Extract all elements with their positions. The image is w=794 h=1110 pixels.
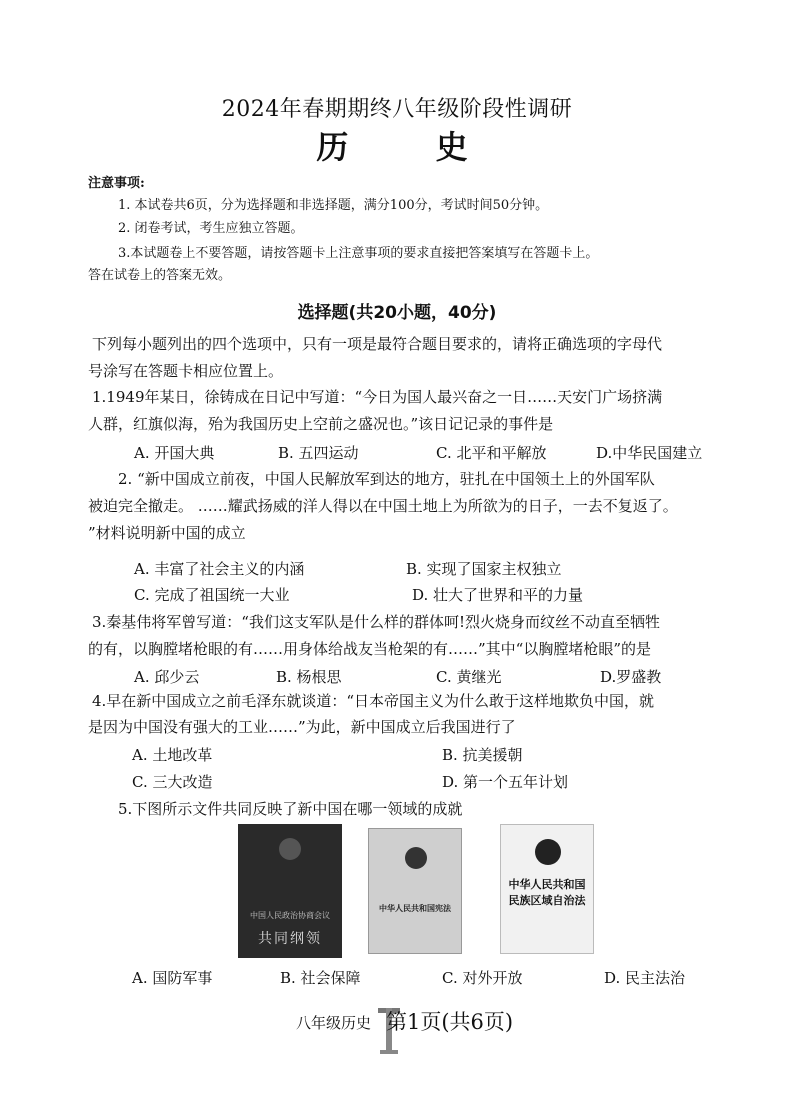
national-emblem-icon (405, 847, 427, 869)
document-image-constitution (368, 828, 462, 954)
document-image-autonomy-law (500, 824, 594, 954)
question-2-option-d: D. 壮大了世界和平的力量 (412, 586, 584, 604)
question-4-option-b: B. 抗美援朝 (442, 746, 523, 764)
question-3-option-a: A. 邱少云 (134, 668, 200, 686)
section-instructions: 下列每小题列出的四个选项中，只有一项是最符合题目要求的，请将正确选项的字母代 (92, 335, 663, 353)
section-instructions: 号涂写在答题卡相应位置上。 (88, 362, 284, 380)
document-title: 中国人民政治协商会议 (250, 911, 330, 920)
notice-item: 3.本试题卷上不要答题，请按答题卡上注意事项的要求直接把答案填写在答题卡上。 (118, 246, 599, 261)
document-title: 中华人民共和国民族区域自治法 (508, 878, 586, 907)
notice-item: 2. 闭卷考试，考生应独立答题。 (118, 221, 304, 236)
question-4-option-a: A. 土地改革 (132, 746, 213, 764)
document-image-common-program (238, 824, 342, 958)
question-4-text: 是因为中国没有强大的工业……”为此，新中国成立后我国进行了 (88, 718, 516, 736)
question-5-option-b: B. 社会保障 (280, 969, 361, 987)
question-4-text: 4.早在新中国成立之前毛泽东就谈道：“日本帝国主义为什么敢于这样地欺负中国，就 (92, 692, 654, 710)
national-emblem-icon (535, 839, 561, 865)
question-3-text: 3.秦基伟将军曾写道：“我们这支军队是什么样的群体呵!烈火烧身而纹丝不动直至牺牲 (92, 613, 661, 631)
question-3-option-b: B. 杨根思 (276, 668, 342, 686)
question-5-option-a: A. 国防军事 (132, 969, 213, 987)
question-2-text: ”材料说明新中国的成立 (88, 524, 246, 542)
question-1-text: 人群，红旗似海，殆为我国历史上空前之盛况也。”该日记记录的事件是 (88, 415, 554, 433)
question-5-option-c: C. 对外开放 (442, 969, 523, 987)
question-2-option-a: A. 丰富了社会主义的内涵 (134, 560, 305, 578)
question-5-text: 5.下图所示文件共同反映了新中国在哪一领域的成就 (118, 800, 463, 818)
national-emblem-icon (279, 838, 301, 860)
question-1-option-a: A. 开国大典 (134, 444, 215, 462)
question-2-text: 2. “新中国成立前夜，中国人民解放军到达的地方，驻扎在中国领土上的外国军队 (118, 470, 655, 488)
footer-page-number: 第1页(共6页) (386, 1010, 514, 1034)
question-3-text: 的有，以胸膛堵枪眼的有……用身体给战友当枪架的有……”其中“以胸膛堵枪眼”的是 (88, 640, 652, 658)
question-4-option-d: D. 第一个五年计划 (442, 773, 569, 791)
question-2-text: 被迫完全撤走。 ……耀武扬威的洋人得以在中国土地上为所欲为的日子，一去不复返了。 (88, 497, 678, 515)
question-1-option-c: C. 北平和平解放 (436, 444, 547, 462)
section-title: 选择题(共20小题，40分) (297, 303, 497, 323)
subject-title: 历 史 (316, 128, 506, 166)
question-5-option-d: D. 民主法治 (604, 969, 686, 987)
question-1-option-d: D.中华民国建立 (596, 444, 703, 462)
notice-item: 1. 本试卷共6页，分为选择题和非选择题，满分100分，考试时间50分钟。 (118, 198, 549, 213)
document-subtitle: 共同纲领 (258, 931, 322, 947)
question-2-option-c: C. 完成了祖国统一大业 (134, 586, 290, 604)
exam-title: 2024年春期期终八年级阶段性调研 (221, 97, 573, 122)
question-3-option-c: C. 黄继光 (436, 668, 502, 686)
footer-subject: 八年级历史 (296, 1014, 372, 1032)
notice-item: 答在试卷上的答案无效。 (88, 268, 232, 283)
question-4-option-c: C. 三大改造 (132, 773, 213, 791)
question-1-text: 1.1949年某日，徐铸成在日记中写道：“今日为国人最兴奋之一日……天安门广场挤满 (92, 388, 663, 406)
question-1-option-b: B. 五四运动 (278, 444, 359, 462)
document-title: 中华人民共和国宪法 (379, 903, 451, 913)
notice-heading: 注意事项: (88, 176, 145, 191)
question-2-option-b: B. 实现了国家主权独立 (406, 560, 562, 578)
question-3-option-d: D.罗盛教 (600, 668, 662, 686)
